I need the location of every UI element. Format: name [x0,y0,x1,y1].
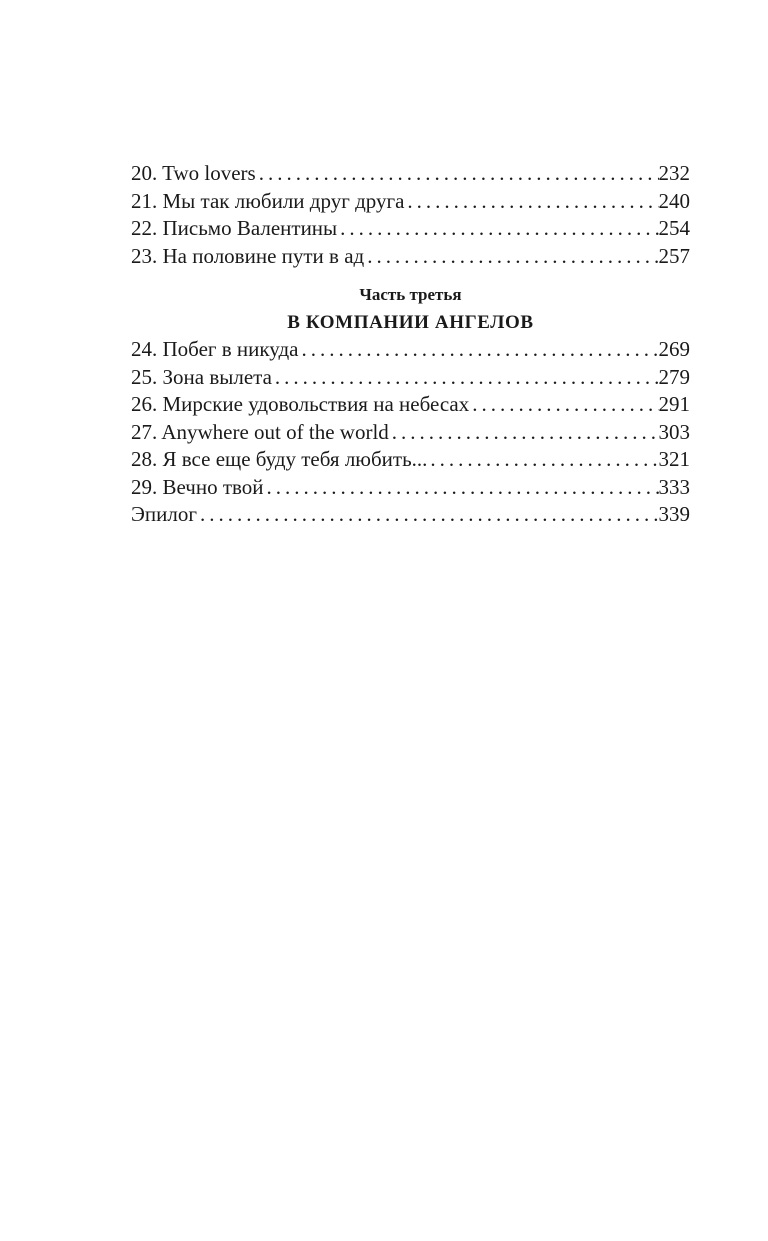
toc-entry [131,446,690,474]
dot-leader [337,215,658,243]
toc-entry-title: Эпилог [131,502,197,526]
toc-entry [131,160,690,188]
toc-entry-page: 279 [658,364,690,389]
toc-entry [131,419,690,447]
toc-entry-title: 22. Письмо Валентины [131,216,338,240]
toc-entry-title: 21. Мы так любили друг друга [131,188,405,213]
dot-leader [404,188,658,216]
toc-list-part-two-end [131,160,690,270]
toc-entry-title: 26. Мирские удовольствия на небесах [131,392,470,416]
toc-entry [131,501,690,529]
toc-entry-page: 303 [658,419,690,444]
toc-entry [131,364,690,392]
toc-entry-page: 240 [658,188,690,213]
toc-entry-page: 333 [658,474,690,499]
toc-entry-page: 291 [658,392,690,416]
part-label: Часть третья [359,285,462,304]
toc-entry-page: 321 [658,447,690,471]
toc-entry-title: 25. Зона вылета [131,364,272,389]
dot-leader [469,391,658,419]
toc-entry [131,243,690,271]
toc-entry-page: 232 [658,161,690,185]
toc-entry-title: 29. Вечно твой [131,474,264,499]
dot-leader [256,160,659,188]
toc-entry [131,215,690,243]
dot-leader [389,419,659,447]
dot-leader [299,336,659,364]
dot-leader [197,501,659,529]
toc-entry [131,391,690,419]
toc-entry-page: 254 [658,216,690,240]
toc-entry-title: 27. Anywhere out of the world [131,419,389,444]
toc-entry [131,474,690,502]
toc-entry-page: 269 [658,337,690,361]
toc-entry-title: 24. Побег в никуда [131,337,299,361]
toc-entry [131,336,690,364]
toc-list-part-three [131,336,690,529]
part-title: В КОМПАНИИ АНГЕЛОВ [287,312,534,333]
toc-entry-title: 20. Two lovers [131,161,256,185]
toc-entry-page: 257 [658,243,690,268]
toc-entry-page: 339 [658,502,690,526]
toc-entry [131,188,690,216]
dot-leader [264,474,659,502]
dot-leader [427,446,658,474]
dot-leader [364,243,658,271]
toc-entry-title: 28. Я все еще буду тебя любить... [131,447,428,471]
toc-entry-title: 23. На половине пути в ад [131,243,365,268]
dot-leader [272,364,659,392]
